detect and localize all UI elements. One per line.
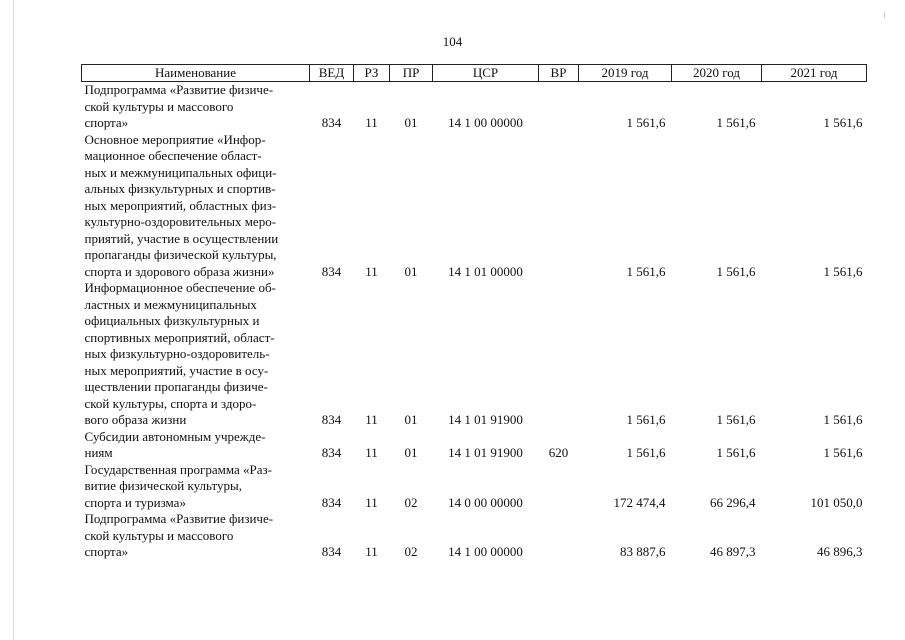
- row-rz: 11: [365, 445, 378, 460]
- row-pr: 01: [404, 412, 418, 427]
- row-csr: 14 1 01 00000: [448, 263, 523, 279]
- row-value-2019: 83 887,6: [620, 544, 666, 559]
- row-csr: 14 1 01 91900: [448, 412, 523, 427]
- row-value-2019: 172 474,4: [613, 494, 666, 510]
- row-pr: 01: [404, 115, 418, 130]
- row-vr: [539, 511, 579, 561]
- table-row: [82, 280, 867, 429]
- row-name-line: ных мероприятий, областных физ-: [84, 197, 277, 213]
- row-vr: 620: [548, 445, 569, 460]
- row-name: [82, 82, 310, 132]
- header-csr: ЦСР: [433, 65, 539, 82]
- row-name-line: спорта»: [84, 115, 129, 130]
- row-name-line: ластных и межмуниципальных: [84, 296, 257, 312]
- header-ved: ВЕД: [310, 65, 354, 82]
- row-name-line: Государственная программа «Раз-: [84, 461, 272, 477]
- row-name-line: мационное обеспечение област-: [84, 148, 262, 163]
- row-value-2021: 1 561,6: [823, 263, 863, 279]
- header-2019: 2019 год: [579, 65, 672, 82]
- header-2021: 2021 год: [762, 65, 867, 82]
- row-value-2019: 1 561,6: [626, 412, 666, 427]
- row-value-2021: 1 561,6: [823, 115, 863, 130]
- row-name-line: пропаганды физической культуры,: [84, 247, 277, 262]
- row-pr: 01: [404, 445, 418, 460]
- row-name-line: ской культуры и массового: [84, 98, 234, 114]
- row-name-line: Подпрограмма «Развитие физиче-: [84, 82, 274, 97]
- row-vr: [539, 82, 579, 132]
- row-rz: 11: [365, 115, 378, 130]
- row-name-line: ской культуры, спорта и здоро-: [84, 395, 257, 411]
- row-csr: 14 1 00 00000: [448, 115, 523, 130]
- row-value-2019: 1 561,6: [626, 115, 666, 130]
- row-value-2020: 1 561,6: [716, 115, 756, 130]
- row-name-line: ных мероприятий, участие в осу-: [84, 362, 269, 378]
- row-name-line: Основное мероприятие «Инфор-: [84, 131, 266, 147]
- budget-table: [81, 64, 867, 561]
- row-vr: [539, 280, 579, 429]
- row-pr: 02: [404, 494, 418, 510]
- row-name-line: спорта и туризма»: [84, 494, 186, 510]
- table-header-row: [82, 65, 867, 82]
- row-ved: 834: [321, 494, 342, 510]
- header-pr: ПР: [390, 65, 433, 82]
- row-name-line: приятий, участие в осуществлении: [84, 230, 279, 246]
- header-rz: РЗ: [354, 65, 390, 82]
- row-name-line: Информационное обеспечение об-: [84, 280, 276, 295]
- row-rz: 11: [365, 412, 378, 427]
- row-name-line: витие физической культуры,: [84, 478, 242, 493]
- row-name: [82, 132, 310, 281]
- row-name: [82, 462, 310, 512]
- row-name-line: ществлении пропаганды физиче-: [84, 379, 268, 394]
- row-vr: [539, 132, 579, 281]
- row-rz: 11: [365, 544, 378, 559]
- row-ved: 834: [321, 544, 342, 559]
- row-value-2020: 1 561,6: [716, 412, 756, 427]
- row-name-line: альных физкультурных и спортив-: [84, 181, 276, 196]
- header-name: Наименование: [82, 65, 310, 82]
- header-2020: 2020 год: [672, 65, 762, 82]
- page-number: 104: [442, 34, 463, 49]
- row-name-line: ных и межмуниципальных офици-: [84, 164, 277, 180]
- row-value-2019: 1 561,6: [626, 263, 666, 279]
- row-name-line: ской культуры и массового: [84, 527, 234, 543]
- table-row: [82, 511, 867, 561]
- row-name-line: официальных физкультурных и: [84, 313, 260, 328]
- table-body: [82, 82, 867, 561]
- row-name-line: Субсидии автономным учрежде-: [84, 428, 266, 444]
- row-value-2021: 46 896,3: [817, 544, 863, 559]
- row-ved: 834: [321, 263, 342, 279]
- row-ved: 834: [321, 445, 342, 460]
- row-value-2019: 1 561,6: [626, 445, 666, 460]
- row-rz: 11: [365, 263, 378, 279]
- row-rz: 11: [365, 494, 378, 510]
- table-row: [82, 462, 867, 512]
- row-name-line: спортивных мероприятий, област-: [84, 329, 275, 345]
- row-name-line: ных физкультурно-оздоровитель-: [84, 346, 270, 361]
- row-name: [82, 280, 310, 429]
- row-name: [82, 429, 310, 462]
- row-name-line: культурно-оздоровительных меро-: [84, 214, 277, 229]
- header-vr: ВР: [539, 65, 579, 82]
- row-name-line: вого образа жизни: [84, 412, 187, 427]
- page-edge-mark: [884, 12, 885, 18]
- table-row: [82, 132, 867, 281]
- row-pr: 01: [404, 263, 418, 279]
- table-row: [82, 429, 867, 462]
- row-name: [82, 511, 310, 561]
- row-value-2020: 66 296,4: [710, 494, 756, 510]
- row-value-2021: 101 050,0: [810, 494, 863, 510]
- row-name-line: спорта»: [84, 544, 129, 559]
- row-pr: 02: [404, 544, 418, 559]
- row-value-2020: 1 561,6: [716, 445, 756, 460]
- row-value-2021: 1 561,6: [823, 445, 863, 460]
- row-value-2020: 1 561,6: [716, 263, 756, 279]
- row-csr: 14 1 00 00000: [448, 544, 523, 559]
- row-csr: 14 0 00 00000: [448, 494, 523, 510]
- row-value-2020: 46 897,3: [710, 544, 756, 559]
- row-name-line: ниям: [84, 445, 113, 460]
- row-name-line: спорта и здорового образа жизни»: [84, 263, 275, 279]
- row-value-2021: 1 561,6: [823, 412, 863, 427]
- row-ved: 834: [321, 412, 342, 427]
- row-ved: 834: [321, 115, 342, 130]
- table-row: [82, 82, 867, 132]
- page-edge-line: [13, 0, 14, 640]
- row-csr: 14 1 01 91900: [448, 445, 523, 460]
- row-name-line: Подпрограмма «Развитие физиче-: [84, 511, 274, 526]
- row-vr: [539, 462, 579, 512]
